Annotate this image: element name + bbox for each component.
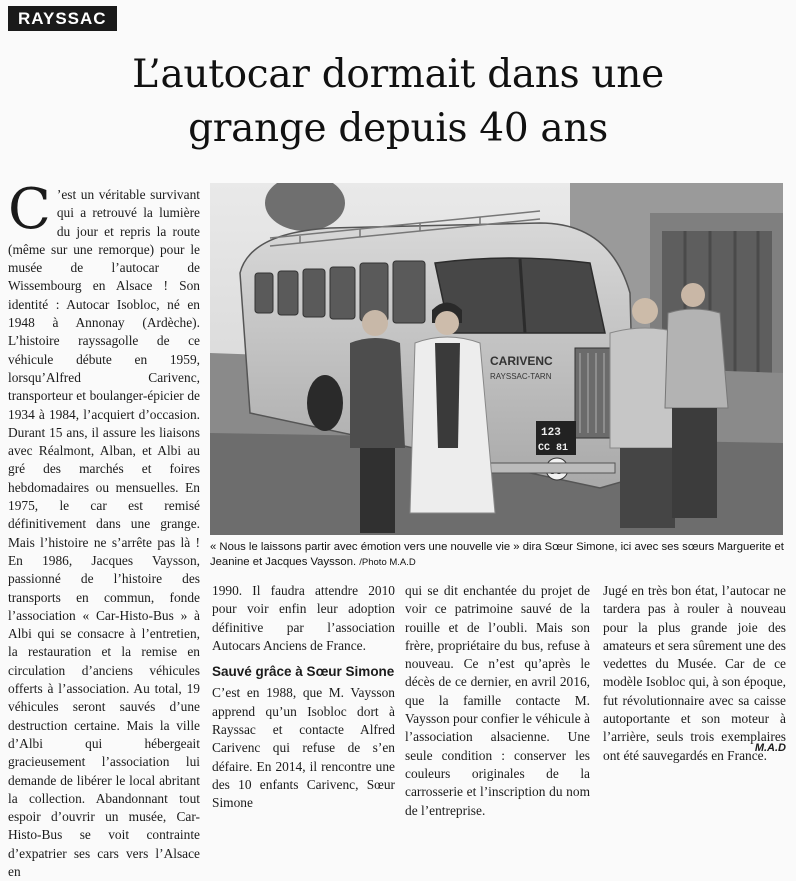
section-tag: RAYSSAC bbox=[8, 6, 117, 31]
article-column-3 bbox=[405, 582, 590, 820]
subheading: Sauvé grâce à Sœur Simone bbox=[212, 664, 395, 680]
column-2-paragraph-1: 1990. Il faudra attendre 2010 pour voir enfin leur adoption définitive par l’association Autocars Anciens de France. bbox=[212, 583, 395, 653]
photo-caption bbox=[210, 540, 786, 570]
headline-line-1: L’autocar dormait dans une bbox=[132, 52, 664, 97]
column-2-paragraph-2: C’est en 1988, que M. Vaysson apprend qu’un Isobloc dort à Rayssac et contacte Alfred Carivenc qui refuse de s’en défaire. En 2014, il rencontre une des 10 enfants Carivenc, Sœur Simone bbox=[212, 685, 395, 811]
plate-line-2: CC 81 bbox=[538, 443, 569, 454]
caption-text: « Nous le laissons partir avec émotion vers une nouvelle vie » dira Sœur Simone, ici avec ses sœurs Marguerite et Jeanine et Jacques Vaysson. bbox=[210, 541, 784, 568]
column-3-text: qui se dit enchantée du projet de voir ce patrimoine sauvé de la rouille et de l’oubli. Mais son frère, propriétaire du bus, refuse à nouveau. Ce n’est qu’après le décès de ce dernier, en avril 2016, que la famille contacte M. Vaysson pour confier le véhicule à l’association alsacienne. Une seule condition : conserver les couleurs originales de la carrosserie et l’inscription du nom de l’entreprise. bbox=[405, 583, 590, 818]
bus-sign-line-2: RAYSSAC-TARN bbox=[490, 372, 552, 381]
column-1-text: ’est un véritable survivant qui a retrouvé la lumière du jour et repris la route (même sur une remorque) pour le musée de l’autocar de Wissembourg en Alsace ! Son identité : Autocar Isobloc, né en 1948 à Annonay (Ardèche). L’histoire rayssagolle de ce véhicule débute en 1959, lorsqu’Alfred Carivenc, transporteur et boulanger-épicier de 1934 à 1984, l’acquiert d’occasion. Durant 15 ans, il assure les liaisons avec Réalmont, Alban, et Albi au gré des marchés et foires hebdomadaires ou mensuelles. En 1975, le car est remisé définitivement dans une grange. Mais l’histoire ne s’arrête pas là ! En 1986, Jacques Vaysson, passionné de l’histoire des transports en commun, fonde l’association « Car-Histo-Bus » à Albi qui se consacre à l’entretien, la restauration et la remise en circulation d’anciens véhicules offerts à l’association. Au total, 19 véhicules seront sauvés d’une destruction certaine. Mais la ville d’Albi qui hébergeait gracieusement l’association lui demande de libérer le local abritant la collection. Abandonnant tout espoir d’ouvrir un musée, Car-Histo-Bus se voit contrainte d’expatrier ses cars vers l’Alsace en bbox=[8, 187, 200, 879]
column-4-text: Jugé en très bon état, l’autocar ne tardera pas à rouler à nouveau pour la plus grande joie des amateurs et sera sûrement une des vedettes du Musée. Car de ce modèle Isobloc qui, à son époque, fut révolutionnaire avec sa caisse autoportante et son moteur à l’arrière, seuls trois exemplaires ont été sauvegardés en France. bbox=[603, 583, 786, 763]
photo-credit: /Photo M.A.D bbox=[359, 557, 416, 568]
headline bbox=[20, 48, 776, 156]
plate-line-1: 123 bbox=[541, 427, 561, 439]
article-column-2 bbox=[212, 582, 395, 813]
bus-photo-illustration bbox=[210, 183, 783, 535]
author-signature: M.A.D bbox=[754, 742, 786, 754]
article-photo bbox=[210, 183, 783, 535]
drop-cap: C bbox=[8, 177, 51, 242]
article-column-4 bbox=[603, 582, 786, 765]
bus-sign-line-1: CARIVENC bbox=[490, 354, 553, 368]
article-column-1 bbox=[8, 177, 200, 881]
headline-line-2: grange depuis 40 ans bbox=[188, 106, 608, 151]
